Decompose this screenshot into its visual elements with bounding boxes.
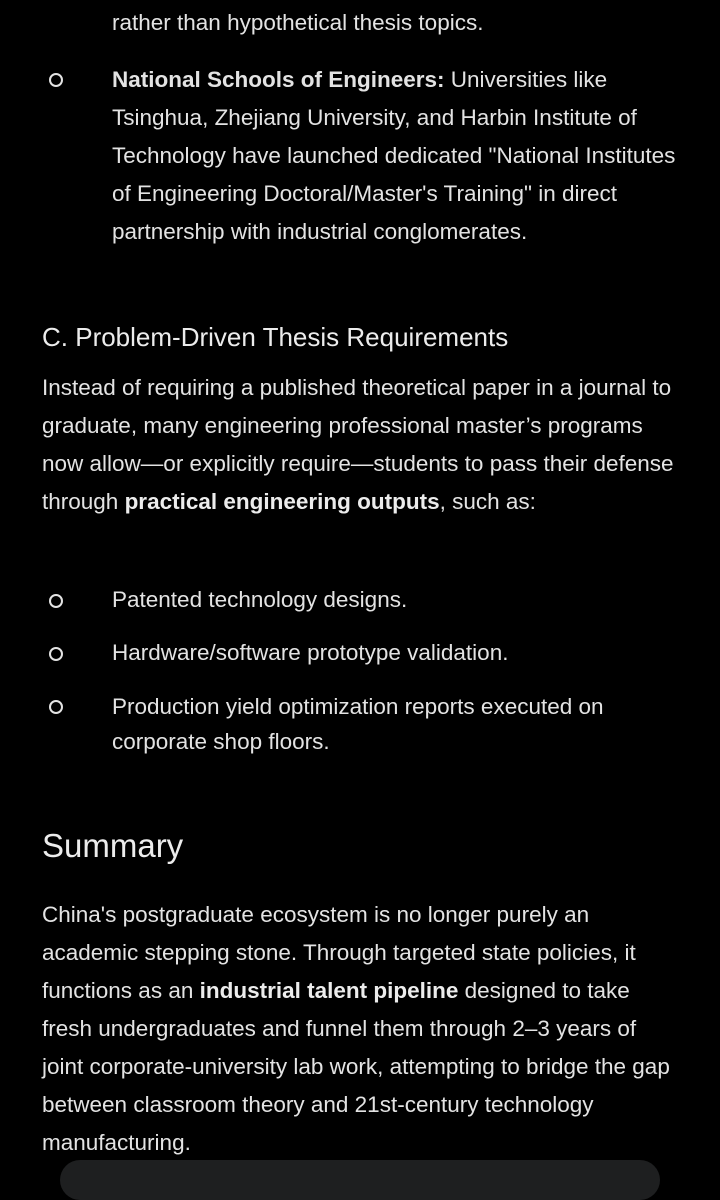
section-c-intro-end: , such as: bbox=[439, 489, 536, 514]
thesis-output-item: Hardware/software prototype validation. bbox=[112, 640, 509, 665]
section-c-heading: C. Problem-Driven Thesis Requirements bbox=[42, 322, 509, 352]
hollow-circle-bullet-icon bbox=[49, 594, 63, 608]
section-c-intro-text: Instead of requiring a published theoretical paper in a journal to graduate, many engineering professional master’s programs now allow—or explicitly require—students to pass their defense through bbox=[42, 375, 674, 514]
section-c-intro bbox=[42, 369, 682, 521]
thesis-output-item: Patented technology designs. bbox=[112, 587, 408, 612]
summary-bold: industrial talent pipeline bbox=[199, 978, 459, 1003]
hollow-circle-bullet-icon bbox=[49, 647, 63, 661]
prompt-input-bar[interactable] bbox=[60, 1160, 660, 1200]
summary-heading: Summary bbox=[42, 827, 184, 864]
summary-text: China's postgraduate ecosystem is no longer purely an academic stepping stone. Through targeted state policies, it functions as an bbox=[42, 902, 636, 1003]
previous-item-text-fragment: rather than hypothetical thesis topics. bbox=[112, 10, 484, 35]
engineers-item-title: National Schools of Engineers: bbox=[112, 67, 445, 92]
thesis-output-item: Production yield optimization reports executed on corporate shop floors. bbox=[112, 694, 604, 754]
engineers-item-body: Universities like Tsinghua, Zhejiang University, and Harbin Institute of Technology have launched dedicated "National Institutes of Engineering Doctoral/Master's Training" in direct partnership with industrial conglomerates. bbox=[112, 67, 676, 244]
hollow-circle-bullet-icon bbox=[49, 73, 63, 87]
section-c-intro-bold: practical engineering outputs bbox=[124, 489, 440, 514]
hollow-circle-bullet-icon bbox=[49, 700, 63, 714]
summary-paragraph bbox=[42, 896, 682, 1162]
engineers-list-item bbox=[112, 61, 692, 251]
summary-text-end: designed to take fresh undergraduates and funnel them through 2–3 years of joint corporate-university lab work, attempting to bridge the gap between classroom theory and 21st-century technology manufacturing. bbox=[42, 978, 670, 1155]
